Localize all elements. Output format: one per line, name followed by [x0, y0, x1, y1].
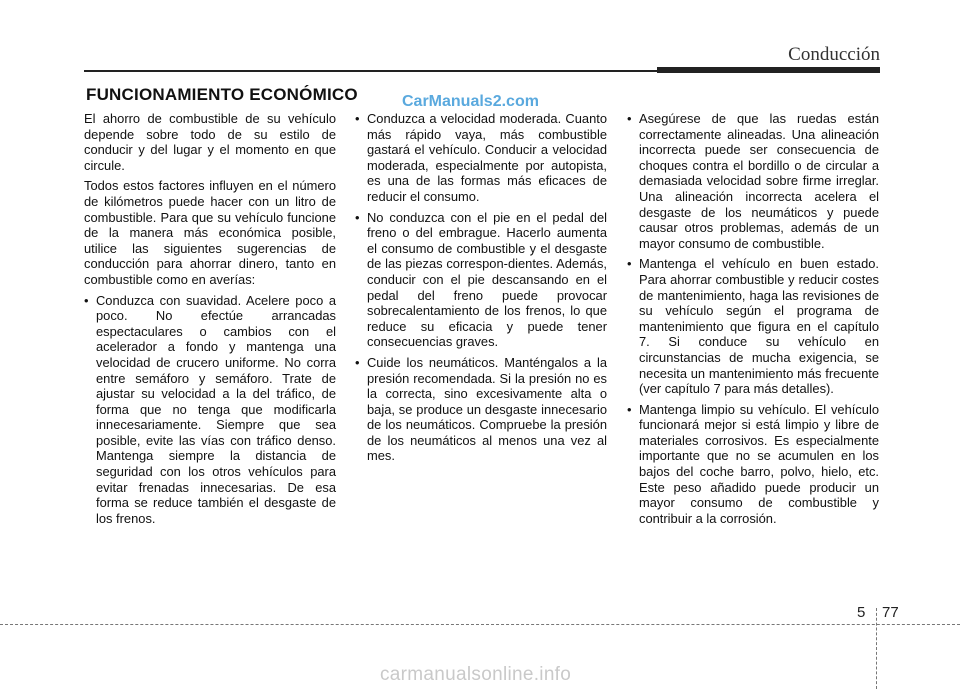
- column-2: [355, 111, 607, 469]
- list-item: • Asegúrese de que las ruedas están correctamente alineadas. Una alineación incorrecta puede ser consecuencia de choques contra el bordillo o de circular a demasiada velocidad sobre firme irreglar. Una alineación incorrecta acelera el desgaste de los neumáticos y puede causar otros problemas, además de un mayor consumo de combustible.: [627, 111, 879, 251]
- bullet-list: [84, 293, 336, 527]
- header-rule-thick: [657, 67, 880, 73]
- page-number: 77: [882, 604, 899, 621]
- header-rule-thin: [84, 70, 657, 72]
- paragraph: Todos estos factores influyen en el número de kilómetros puede hacer con un litro de combustible. Para que su vehículo funcione de la manera más económica posible, utilice las siguientes sugerencias de conducción para ahorrar dinero, tanto en combustible como en averías:: [84, 178, 336, 287]
- section-heading: FUNCIONAMIENTO ECONÓMICO: [86, 85, 364, 105]
- chapter-title: Conducción: [788, 44, 880, 65]
- bullet-list: [355, 111, 607, 464]
- list-item: • Mantenga el vehículo en buen estado. Para ahorrar combustible y reducir costes de mantenimiento, haga las revisiones de su vehículo según el programa de mantenimiento que figura en el capítulo 7. Si conduce su vehículo en circunstancias de mucha exigencia, se necesita un mantenimiento más frecuente (ver capítulo 7 para más detalles).: [627, 256, 879, 396]
- bullet-list: [627, 111, 879, 526]
- list-item: • No conduzca con el pie en el pedal del freno o del embrague. Hacerlo aumenta el consumo de combustible y el desgaste de las piezas correspon-dientes. Además, conducir con el pie descansando en el pedal del freno puede provocar sobrecalentamiento de los frenos, lo que reduce su eficacia y puede tener consecuencias graves.: [355, 210, 607, 350]
- list-item: • Cuide los neumáticos. Manténgalos a la presión recomendada. Si la presión no es la correcta, sino excesivamente alta o baja, se produce un desgaste innecesario de los neumáticos. Compruebe la presión de los neumáticos al menos una vez al mes.: [355, 355, 607, 464]
- chapter-number: 5: [857, 604, 866, 621]
- list-item: • Mantenga limpio su vehículo. El vehículo funcionará mejor si está limpio y libre de materiales corrosivos. Es especialmente importante que no se acumulen en los bajos del coche barro, polvo, hielo, etc. Este peso añadido puede producir un mayor consumo de combustible y contribuir a la corrosión.: [627, 402, 879, 527]
- footer-brand-link[interactable]: carmanualsonline.info: [380, 664, 572, 685]
- paragraph: El ahorro de combustible de su vehículo depende sobre todo de su estilo de conducir y del lugar y el momento en que circule.: [84, 111, 336, 173]
- footer-vertical-divider: [876, 608, 877, 689]
- watermark-link[interactable]: CarManuals2.com: [402, 93, 539, 110]
- list-item: • Conduzca con suavidad. Acelere poco a poco. No efectúe arrancadas espectaculares o cambios con el acelerador a fondo y mantenga una velocidad de crucero uniforme. No corra entre semáforo y semáforo. Trate de ajustar su velocidad a la del tráfico, de forma que no tenga que modificarla innecesariamente. Siempre que sea posible, evite las vías con tráfico denso. Mantenga siempre la distancia de seguridad con los otros vehículos para evitar frenadas innecesarias. De esa forma se reduce también el desgaste de los frenos.: [84, 293, 336, 527]
- column-3: [627, 111, 879, 531]
- footer-divider: [0, 624, 960, 625]
- column-1: [84, 111, 336, 531]
- list-item: • Conduzca a velocidad moderada. Cuanto más rápido vaya, más combustible gastará el vehículo. Conducir a velocidad moderada, especialmente por autopista, es una de las formas más eficaces de reducir el consumo.: [355, 111, 607, 205]
